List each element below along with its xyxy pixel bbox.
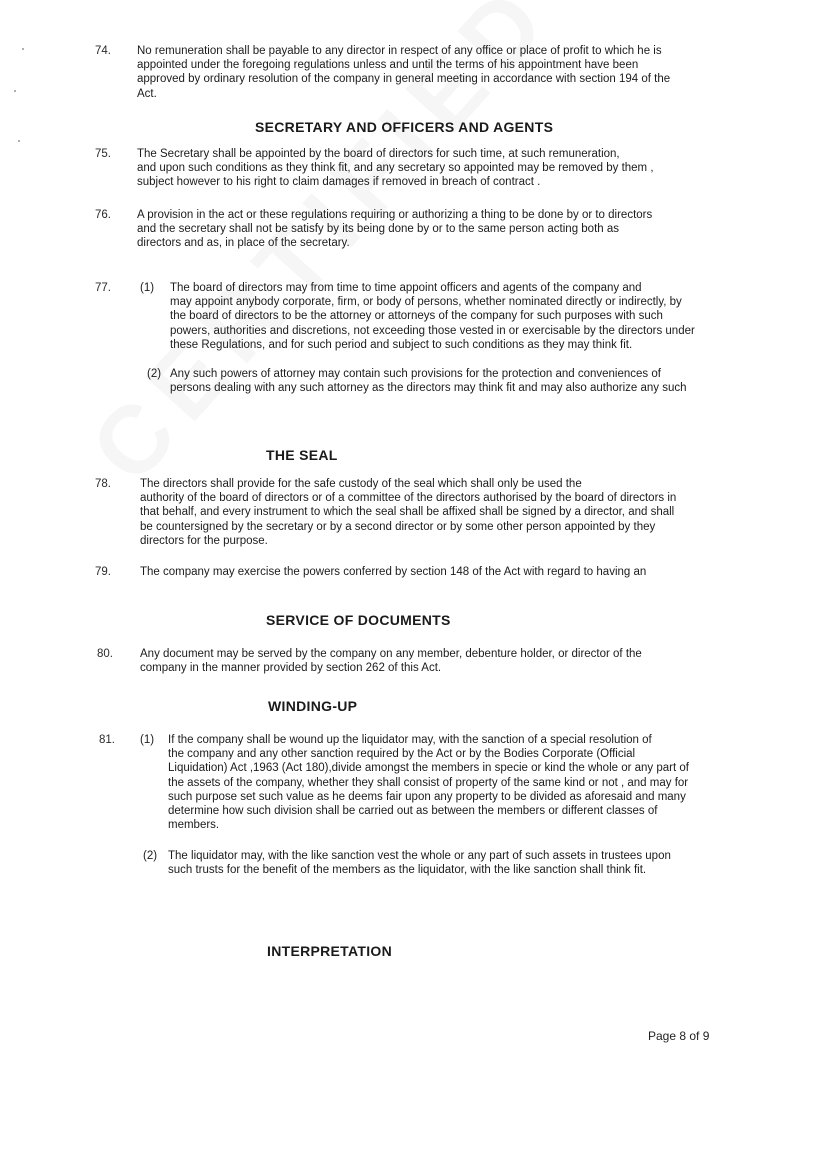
section-number-78: 78.: [95, 478, 111, 490]
page-number: Page 8 of 9: [648, 1029, 710, 1043]
section-number-77: 77.: [95, 282, 111, 294]
section-78-text: The directors shall provide for the safe custody of the seal which shall only be used the authority of the board of directors or of a committee of the directors authorised by the board of directors in that behalf, and every instrument to which the seal shall be affixed shall be signed by a director, and shall be countersigned by the secretary or by a second director or by some other person appointed by they directors for the purpose.: [140, 478, 677, 547]
section-number-80: 80.: [97, 648, 113, 660]
section-74-text: No remuneration shall be payable to any director in respect of any office or place of profit to which he is appointed under the foregoing regulations unless and until the terms of his appointment have been approved by ordinary resolution of the company in general meeting in accordance with section 194 of the Act.: [137, 45, 671, 100]
section-number-74: 74.: [95, 45, 111, 57]
subsection-label: (2): [147, 368, 162, 380]
section-number-76: 76.: [95, 209, 111, 221]
heading-winding-up: WINDING-UP: [268, 698, 358, 714]
subsection-label: (2): [143, 850, 158, 862]
scan-speck: [22, 48, 24, 50]
section-77-1-text: The board of directors may from time to time appoint officers and agents of the company and may appoint anybody corporate, firm, or body of persons, whether nominated directly or indirectly, by the board of directors to be the attorney or attorneys of the company for such purposes with such powers, authorities and discretions, not exceeding those vested in or exercisable by the directors under these Regulations, and for such period and subject to such conditions as they may think fit.: [170, 282, 695, 351]
section-79-text: The company may exercise the powers conferred by section 148 of the Act with regard to having an: [140, 566, 647, 578]
heading-secretary-officers-agents: SECRETARY AND OFFICERS AND AGENTS: [255, 119, 554, 135]
scan-speck: [18, 140, 20, 142]
section-number-79: 79.: [95, 566, 111, 578]
section-81-1-text: If the company shall be wound up the liquidator may, with the sanction of a special resolution of the company and any other sanction required by the Act or by the Bodies Corporate (Official Liquidation) Act ,1963 (Act 180),divide amongst the members in specie or kind the whole or any part of the assets of the company, whether they shall consist of property of the same kind or not , and may for such purpose set such value as he deems fair upon any property to be divided as aforesaid and many determine how such division shall be carried out as between the members or different classes of members.: [168, 734, 689, 832]
heading-interpretation: INTERPRETATION: [267, 943, 393, 959]
section-76-text: A provision in the act or these regulations requiring or authorizing a thing to be done by or to directors and the secretary shall not be satisfy by its being done by or to the same person acting both as directors and as, in place of the secretary.: [137, 209, 653, 250]
heading-the-seal: THE SEAL: [266, 447, 338, 463]
subsection-label: (1): [140, 282, 155, 294]
scan-speck: [14, 90, 16, 92]
subsection-label: (1): [140, 734, 155, 746]
section-75-text: The Secretary shall be appointed by the board of directors for such time, at such remuneration, and upon such conditions as they think fit, and any secretary so appointed may be removed by them , subject however to his right to claim damages if removed in breach of contract .: [137, 148, 654, 189]
section-number-81: 81.: [99, 734, 115, 746]
section-77-2-text: Any such powers of attorney may contain such provisions for the protection and conveniences of persons dealing with any such attorney as the directors may think fit and may also authorize any such: [170, 368, 687, 395]
section-number-75: 75.: [95, 148, 111, 160]
section-81-2-text: The liquidator may, with the like sanction vest the whole or any part of such assets in trustees upon such trusts for the benefit of the members as the liquidator, with the like sanction shall think fit.: [168, 850, 671, 877]
section-80-text: Any document may be served by the company on any member, debenture holder, or director of the company in the manner provided by section 262 of this Act.: [140, 648, 642, 675]
heading-service-of-documents: SERVICE OF DOCUMENTS: [266, 612, 451, 628]
